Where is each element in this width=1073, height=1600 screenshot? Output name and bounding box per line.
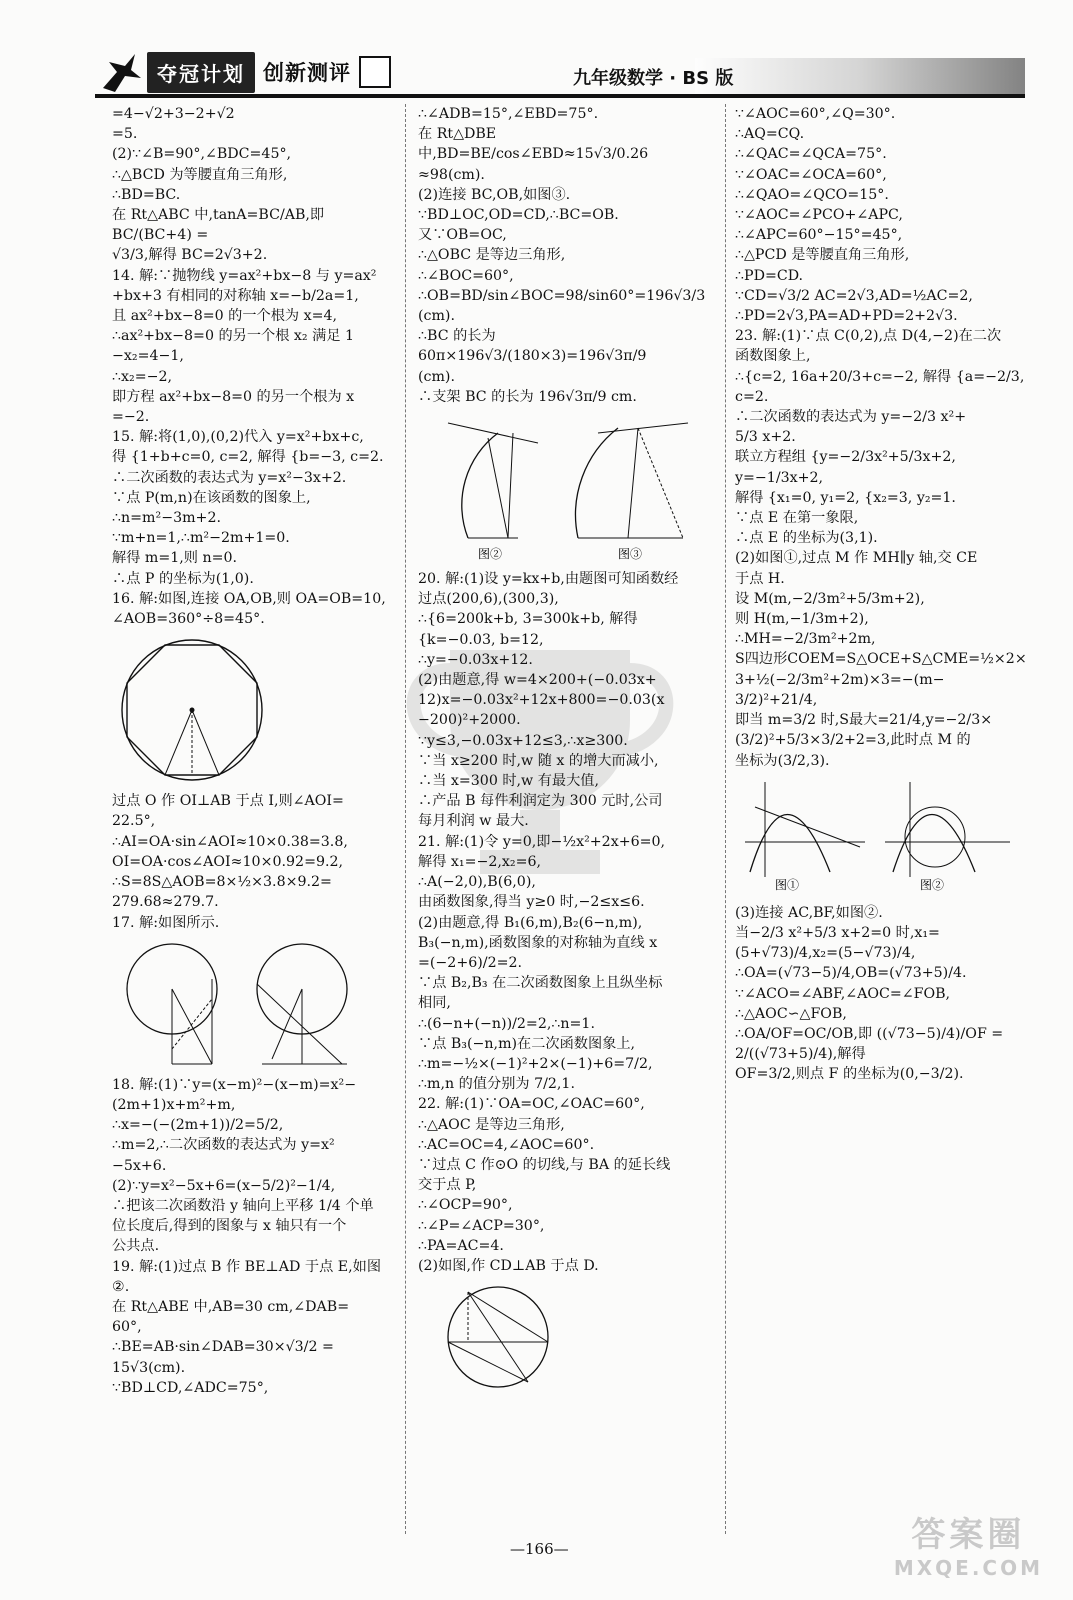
text-line: ∴n=m²−3m+2. <box>112 510 221 527</box>
watermark-line1: 答案圈 <box>911 1515 1026 1555</box>
text-line: ∵∠ACO=∠ABF,∠AOC=∠FOB, <box>735 985 951 1002</box>
text-line: ∴BD=BC. <box>112 186 181 203</box>
header-rule <box>95 94 1025 98</box>
col2-text-b <box>418 569 714 1276</box>
bracket-figures <box>418 413 698 563</box>
text-line: 每月利润 w 最大. <box>418 813 529 830</box>
text-line: ∵点 E 在第一象限, <box>735 510 859 527</box>
text-line: ∴AC=OC=4,∠AOC=60°. <box>418 1136 595 1153</box>
text-line: ∴∠P=∠ACP=30°, <box>418 1217 545 1234</box>
text-line: ∴二次函数的表达式为 y=x²−3x+2. <box>112 469 347 486</box>
text-line: ∴二次函数的表达式为 y=−2/3 x²+ <box>735 409 967 426</box>
text-line: 得 {1+b+c=0, c=2, 解得 {b=−3, c=2. <box>112 449 384 466</box>
text-line: ∴点 E 的坐标为(3,1). <box>735 530 878 547</box>
text-line: 17. 解:如图所示. <box>112 914 220 931</box>
text-line: ∴x=−(−(2m+1))/2=5/2, <box>112 1117 284 1134</box>
text-line: ∴∠QAO=∠QCO=15°. <box>735 186 889 203</box>
text-line: 且 ax²+bx−8=0 的一个根为 x=4, <box>112 308 338 325</box>
text-line: 解得 x₁=−2,x₂=6, <box>418 853 541 870</box>
text-line: 联立方程组 {y=−2/3x²+5/3x+2, y=−1/3x+2, <box>735 449 961 486</box>
text-line: ∴S=8S△AOB=8×½×3.8×9.2= <box>112 874 332 891</box>
brand-subtitle: 创新测评 <box>263 61 351 85</box>
text-line: 12)x=−0.03x²+12x+800=−0.03(x <box>418 692 665 709</box>
brand-logo <box>95 48 391 96</box>
text-line: ∵点 B₂,B₃ 在二次函数图象上且纵坐标 <box>418 975 663 992</box>
text-line: ∴y=−0.03x+12. <box>418 651 533 668</box>
text-line: 60°, <box>112 1319 142 1336</box>
text-line: 22.5°, <box>112 813 156 830</box>
text-line: 18. 解:(1)∵y=(x−m)²−(x−m)=x²− <box>112 1076 357 1093</box>
text-line: 3+½(−2/3m²+2m)×3=−(m− <box>735 671 945 688</box>
text-line: ∴△BCD 为等腰直角三角形, <box>112 166 288 183</box>
octagon-figure <box>112 635 272 785</box>
text-line: (2)∵y=x²−5x+6=(x−5/2)²−1/4, <box>112 1177 336 1194</box>
text-line: 函数图象上, <box>735 348 811 365</box>
text-line: 解得 m=1,则 n=0. <box>112 550 238 567</box>
page-number: —166— <box>510 1540 569 1558</box>
text-line: ∴m,n 的值分别为 7/2,1. <box>418 1076 575 1093</box>
text-line: (3)连接 AC,BF,如图②. <box>735 904 883 921</box>
text-line: ∴PA=AC=4. <box>418 1237 504 1254</box>
text-line: −x₂=4−1, <box>112 348 184 365</box>
column-1 <box>112 104 392 1398</box>
text-line: 坐标为(3/2,3). <box>735 752 830 769</box>
text-line: 设 M(m,−2/3m²+5/3m+2), <box>735 590 925 607</box>
text-line: ∴x₂=−2, <box>112 368 173 385</box>
text-line: ∵m+n=1,∴m²−2m+1=0. <box>112 530 290 547</box>
text-line: ∴ax²+bx−8=0 的另一个根 x₂ 满足 1 <box>112 328 355 345</box>
text-line: (2)由题意,得 w=4×200+(−0.03x+ <box>418 672 657 689</box>
text-line: +bx+3 有相同的对称轴 x=−b/2a=1, <box>112 287 359 304</box>
text-line: ∴m=2,∴二次函数的表达式为 y=x² <box>112 1137 335 1154</box>
text-line: ∴△AOC 是等边三角形, <box>418 1116 565 1133</box>
text-line: OF=3/2,则点 F 的坐标为(0,−3/2). <box>735 1066 964 1083</box>
text-line: ∴当 x=300 时,w 有最大值, <box>418 773 599 790</box>
fig23b-label: 图② <box>920 877 945 892</box>
text-line: OI=OA·cos∠AOI≈10×0.92=9.2, <box>112 853 344 870</box>
column-divider-1 <box>405 104 406 1534</box>
text-line: ∴∠APC=60°−15°=45°, <box>735 227 903 244</box>
fig23a-label: 图① <box>775 877 800 892</box>
text-line: 16. 解:如图,连接 OA,OB,则 OA=OB=10, <box>112 590 386 607</box>
text-line: (2)如图①,过点 M 作 MH∥y 轴,交 CE <box>735 550 978 567</box>
text-line: 当−2/3 x²+5/3 x+2=0 时,x₁= <box>735 924 940 941</box>
text-line: ∵过点 C 作⊙O 的切线,与 BA 的延长线 <box>418 1156 671 1173</box>
page-header <box>95 48 1025 100</box>
text-line: ∴△AOC∽△FOB, <box>735 1005 847 1022</box>
text-line: 在 Rt△DBE 中,BD=BE/cos∠EBD≈15√3/0.26 <box>418 126 649 163</box>
text-line: 由函数图象,得当 y≥0 时,−2≤x≤6. <box>418 894 645 911</box>
text-line: 交于点 P, <box>418 1177 477 1194</box>
text-line: =5. <box>112 126 138 143</box>
text-line: ②. <box>112 1278 130 1295</box>
brand-title: 夺冠计划 <box>147 52 255 93</box>
site-watermark <box>894 1507 1043 1580</box>
text-line: (cm). <box>418 308 455 325</box>
text-line: ∴AI=OA·sin∠AOI≈10×0.38=3.8, <box>112 833 348 850</box>
text-line: (2)如图,作 CD⊥AB 于点 D. <box>418 1257 599 1274</box>
text-line: S四边形COEM=S△OCE+S△CME=½×2× <box>735 651 1027 668</box>
text-line: ∴△PCD 是等腰直角三角形, <box>735 247 910 264</box>
column-divider-2 <box>725 104 726 1534</box>
text-line: (5+√73)/4,x₂=(5−√73)/4, <box>735 945 916 962</box>
text-line: ∠AOB=360°÷8=45°. <box>112 611 265 628</box>
text-line: 19. 解:(1)过点 B 作 BE⊥AD 于点 E,如图 <box>112 1258 382 1275</box>
text-line: ∴A(−2,0),B(6,0), <box>418 874 536 891</box>
col1-text-c <box>112 1075 392 1398</box>
text-line: (2)连接 BC,OB,如图③. <box>418 186 571 203</box>
text-line: 过点(200,6),(300,3), <box>418 591 559 608</box>
circle-chord-figure <box>418 1282 578 1392</box>
text-line: (2)由题意,得 B₁(6,m),B₂(6−n,m), <box>418 914 643 931</box>
text-line: 则 H(m,−1/3m+2), <box>735 611 869 628</box>
text-line: ∴{c=2, 16a+20/3+c=−2, 解得 {a=−2/3, c=2. <box>735 368 1029 405</box>
text-line: 3/2)²+21/4, <box>735 691 818 708</box>
text-line: ∵点 P(m,n)在该函数的图象上, <box>112 489 311 506</box>
text-line: 15. 解:将(1,0),(0,2)代入 y=x²+bx+c, <box>112 429 364 446</box>
text-line: √3/3,解得 BC=2√3+2. <box>112 247 268 264</box>
text-line: ∴{6=200k+b, 3=300k+b, 解得 {k=−0.03, b=12, <box>418 611 643 648</box>
text-line: ∵BD⊥OC,OD=CD,∴BC=OB. <box>418 207 619 224</box>
text-line: ∴BE=AB·sin∠DAB=30×√3/2 = <box>112 1339 334 1356</box>
text-line: 又∵OB=OC, <box>418 227 507 244</box>
text-line: ∴把该二次函数沿 y 轴向上平移 1/4 个单 <box>112 1197 374 1214</box>
watermark-line2: MXQE.COM <box>893 1556 1043 1580</box>
runner-logo-icon <box>95 48 147 96</box>
text-line: 即当 m=3/2 时,S最大=21/4,y=−2/3× <box>735 712 993 729</box>
text-line: 公共点. <box>112 1238 160 1255</box>
text-line: =4−√2+3−2+√2 <box>112 106 235 122</box>
header-gradient <box>695 58 1025 94</box>
text-line: −200)²+2000. <box>418 712 521 729</box>
text-line: ∴OA=(√73−5)/4,OB=(√73+5)/4. <box>735 965 967 982</box>
col1-text-a <box>112 104 392 629</box>
text-line: ∴点 P 的坐标为(1,0). <box>112 570 254 587</box>
text-line: ∵∠AOC=60°,∠Q=30°. <box>735 106 896 122</box>
text-line: ∵点 B₃(−n,m)在二次函数图象上, <box>418 1035 636 1052</box>
text-line: 279.68≈279.7. <box>112 894 219 911</box>
text-line: =−2. <box>112 409 150 426</box>
fig19a-label: 图② <box>478 547 503 562</box>
text-line: ∴(6−n+(−n))/2=2,∴n=1. <box>418 1015 595 1032</box>
text-line: ∴∠QAC=∠QCA=75°. <box>735 146 887 163</box>
text-line: 于点 H. <box>735 570 785 587</box>
text-line: 22. 解:(1)∵OA=OC,∠OAC=60°, <box>418 1096 645 1113</box>
parabola-figures <box>735 777 1015 897</box>
text-line: ∴MH=−2/3m²+2m, <box>735 631 876 648</box>
text-line: 23. 解:(1)∵点 C(0,2),点 D(4,−2)在二次 <box>735 328 1002 345</box>
col2-text-a <box>418 104 714 407</box>
text-line: ∴支架 BC 的长为 196√3π/9 cm. <box>418 388 637 405</box>
text-line: ∴△OBC 是等边三角形, <box>418 247 566 264</box>
text-line: 过点 O 作 OI⊥AB 于点 I,则∠AOI= <box>112 793 344 810</box>
text-line: 解得 {x₁=0, y₁=2, {x₂=3, y₂=1. <box>735 489 956 506</box>
text-line: ∴PD=CD. <box>735 267 804 284</box>
text-line: (cm). <box>418 368 455 385</box>
text-line: 21. 解:(1)令 y=0,即−½x²+2x+6=0, <box>418 833 666 850</box>
text-line: ∵BD⊥CD,∠ADC=75°, <box>112 1379 269 1396</box>
text-line: ∵∠AOC=∠PCO+∠APC, <box>735 207 903 224</box>
col1-text-b <box>112 791 392 932</box>
text-line: 14. 解:∵抛物线 y=ax²+bx−8 与 y=ax² <box>112 267 377 284</box>
text-line: 即方程 ax²+bx−8=0 的另一个根为 x <box>112 388 355 405</box>
text-line: (2)∵∠B=90°,∠BDC=45°, <box>112 146 292 163</box>
column-2 <box>418 104 714 1398</box>
text-line: −5x+6. <box>112 1157 167 1174</box>
text-line: ∴∠OCP=90°, <box>418 1197 513 1214</box>
text-line: 在 Rt△ABE 中,AB=30 cm,∠DAB= <box>112 1298 350 1315</box>
text-line: 20. 解:(1)设 y=kx+b,由题图可知函数经 <box>418 571 679 588</box>
text-line: (2m+1)x+m²+m, <box>112 1096 236 1113</box>
text-line: ∴BC 的长为 60π×196√3/(180×3)=196√3π/9 <box>418 328 647 365</box>
text-line: 在 Rt△ABC 中,tanA=BC/AB,即 BC/(BC+4) = <box>112 207 329 244</box>
text-line: 相同, <box>418 995 451 1012</box>
text-line: ∴PD=2√3,PA=AD+PD=2+2√3. <box>735 308 958 325</box>
circle-tangent-figure <box>112 939 382 1069</box>
text-line: ∵∠OAC=∠OCA=60°, <box>735 166 887 183</box>
grade-label: 九年级数学 · BS 版 <box>573 68 734 89</box>
col3-text-a <box>735 104 1031 771</box>
text-line: ∴OB=BD/sin∠BOC=98/sin60°=196√3/3 <box>418 287 706 304</box>
fig19b-label: 图③ <box>618 547 643 562</box>
text-line: ∴∠BOC=60°, <box>418 267 514 284</box>
col3-text-b <box>735 903 1031 1085</box>
text-line: ∴产品 B 每件利润定为 300 元时,公司 <box>418 793 663 810</box>
text-line: ∴AQ=CQ. <box>735 126 805 143</box>
pen-icon <box>359 56 391 88</box>
text-line: 15√3(cm). <box>112 1359 186 1376</box>
text-line: (3/2)²+5/3×3/2+2=3,此时点 M 的 <box>735 732 971 749</box>
text-line: 5/3 x+2. <box>735 429 796 446</box>
text-line: ∴m=−½×(−1)²+2×(−1)+6=7/2, <box>418 1055 653 1072</box>
text-line: ≈98(cm). <box>418 166 485 183</box>
text-line: ∴∠ADB=15°,∠EBD=75°. <box>418 106 599 122</box>
text-line: ∵CD=√3/2 AC=2√3,AD=½AC=2, <box>735 287 973 304</box>
text-line: =(−2+6)/2=2. <box>418 954 523 971</box>
text-line: 位长度后,得到的图象与 x 轴只有一个 <box>112 1218 347 1235</box>
column-3 <box>735 104 1031 1085</box>
text-line: ∵当 x≥200 时,w 随 x 的增大而减小, <box>418 752 659 769</box>
text-line: B₃(−n,m),函数图象的对称轴为直线 x <box>418 934 658 951</box>
text-line: ∵y≤3,−0.03x+12≤3,∴x≥300. <box>418 732 628 749</box>
text-line: ∴OA/OF=OC/OB,即 ((√73−5)/4)/OF = 2/((√73+5)/4),解得 <box>735 1025 1008 1063</box>
